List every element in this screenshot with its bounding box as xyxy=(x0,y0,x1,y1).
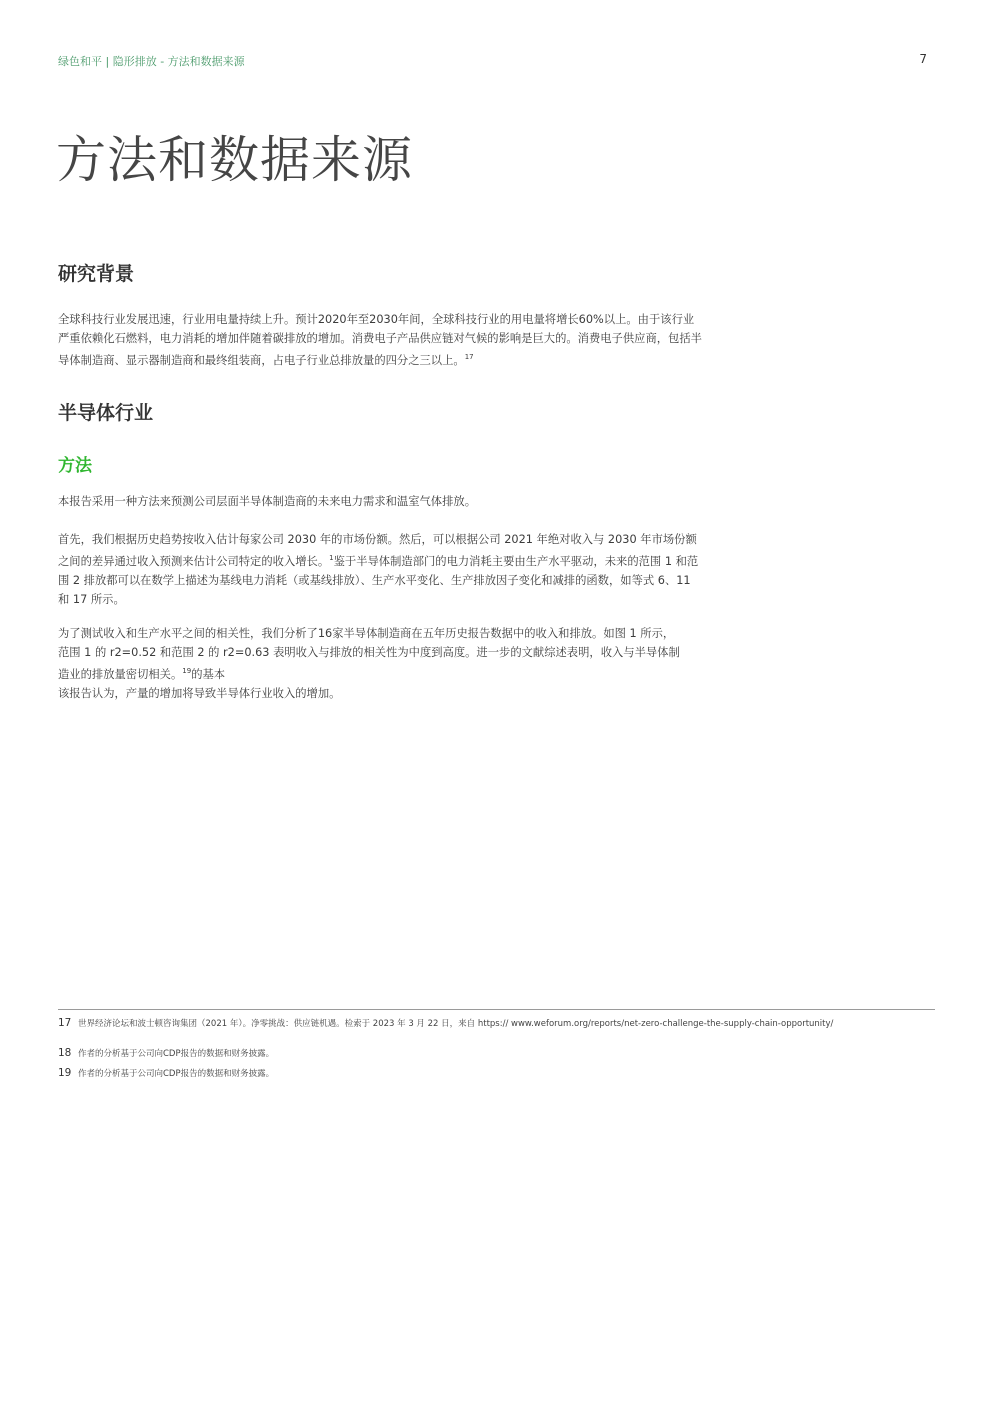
section-heading-semiconductor: 半导体行业 xyxy=(58,402,154,424)
footnote-number: 18 xyxy=(58,1047,72,1059)
footnote-number: 19 xyxy=(58,1067,72,1079)
footnote-text: 作者的分析基于公司向CDP报告的数据和财务披露。 xyxy=(78,1049,275,1059)
method-paragraph-3-text-a: 为了测试收入和生产水平之间的相关性，我们分析了16家半导体制造商在五年历史报告数据中的收入和排放。如图 1 所示，范围 1 的 r2=0.52 和范围 2 的 r2=0.63 表明收入与排放的相关性为中度到高度。进一步的文献综述表明，收入与半导体制造业的排放量密切相关。 xyxy=(58,627,680,681)
footnote-divider xyxy=(58,1009,935,1010)
footnote-ref-17[interactable]: 17 xyxy=(464,353,474,361)
footnote-text[interactable]: 世界经济论坛和波士顿咨询集团（2021 年）。净零挑战：供应链机遇。检索于 2023 年 3 月 22 日，来自 https:// www.weforum.org/reports/net-zero-challenge-the-supply-chain-opportunity/ xyxy=(78,1019,834,1029)
footnote-17 xyxy=(58,1018,858,1031)
method-paragraph-3-text-c: 该报告认为，产量的增加将导致半导体行业收入的增加。 xyxy=(58,687,341,700)
method-paragraph-2 xyxy=(58,530,703,609)
footnote-19 xyxy=(58,1068,858,1081)
section-heading-background: 研究背景 xyxy=(58,263,135,285)
footnote-ref-19[interactable]: 19 xyxy=(182,667,192,675)
breadcrumb: 绿色和平 | 隐形排放 - 方法和数据来源 xyxy=(58,55,245,68)
page-title: 方法和数据来源 xyxy=(56,131,413,189)
method-paragraph-1: 本报告采用一种方法来预测公司层面半导体制造商的未来电力需求和温室气体排放。 xyxy=(58,495,476,508)
footnote-text: 作者的分析基于公司向CDP报告的数据和财务披露。 xyxy=(78,1069,275,1079)
page-number: 7 xyxy=(919,52,927,66)
footnote-number: 17 xyxy=(58,1017,72,1029)
method-paragraph-2-text-a: 首先，我们根据历史趋势按收入估计每家公司 2030 年的市场份额。然后，可以根据公司 2021 年绝对收入与 2030 年市场份额之间的差异通过收入预测来估计公司特定的收入增长。 xyxy=(58,533,697,568)
method-paragraph-3-text-b: 的基本 xyxy=(191,668,226,681)
background-paragraph-text: 全球科技行业发展迅速，行业用电量持续上升。预计2020年至2030年间，全球科技行业的用电量将增长60%以上。由于该行业严重依赖化石燃料，电力消耗的增加伴随着碳排放的增加。消费电子产品供应链对气候的影响是巨大的。消费电子供应商，包括半导体制造商、显示器制造商和最终组装商，占电子行业总排放量的四分之三以上。 xyxy=(58,313,702,367)
subheading-method: 方法 xyxy=(58,456,92,476)
footnote-ref-1[interactable]: 1 xyxy=(329,554,334,562)
footnote-18 xyxy=(58,1048,858,1061)
background-paragraph xyxy=(58,310,703,370)
method-paragraph-2-text-b: 鉴于半导体制造部门的电力消耗主要由生产水平驱动，未来的范围 1 和范围 2 排放都可以在数学上描述为基线电力消耗（或基线排放）、生产水平变化、生产排放因子变化和减排的函数，如等式 6、11 和 17 所示。 xyxy=(58,555,699,606)
method-paragraph-3 xyxy=(58,624,683,703)
